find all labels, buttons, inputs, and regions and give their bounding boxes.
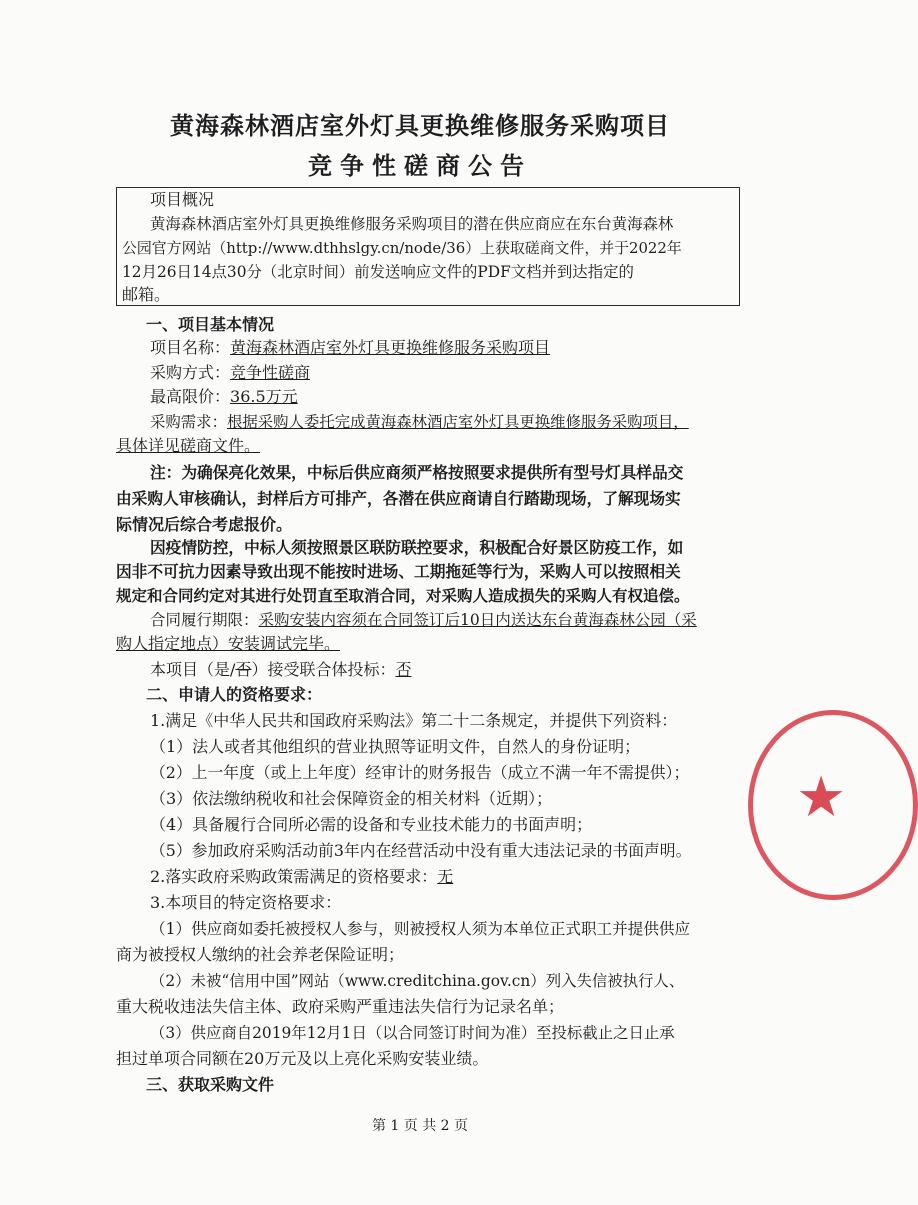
epidemic-line-2: 因非不可抗力因素导致出现不能按时进场、工期拖延等行为，采购人可以按照相关 [116,562,681,581]
section-1-heading: 一、项目基本情况 [146,315,275,334]
overview-heading: 项目概况 [150,190,215,209]
demand-row [150,411,689,433]
contract-period-value-2: 购人指定地点）安装调试完毕。 [116,634,341,653]
overview-line-4: 邮箱。 [122,285,171,304]
joint-bid-suffix: ）接受联合体投标： [251,660,396,679]
special-requirement-1b: 商为被授权人缴纳的社会养老保险证明； [116,945,405,964]
requirement-2-label: 2.落实政府采购政策需满足的资格要求： [150,867,438,886]
special-requirement-1a: （1）供应商如委托被授权人参与，则被授权人须为本单位正式职工并提供供应 [150,920,691,938]
epidemic-line-3: 规定和合同约定对其进行处罚直至取消合同，对采购人造成损失的采购人有权追偿。 [116,586,690,605]
price-limit-value: 36.5万元 [230,387,298,406]
requirement-1-item: （2）上一年度（或上上年度）经审计的财务报告（成立不满一年不需提供）； [150,763,690,782]
requirement-2-value: 无 [437,867,454,886]
requirement-1-item: （1）法人或者其他组织的营业执照等证明文件，自然人的身份证明； [150,737,641,756]
document-title: 黄海森林酒店室外灯具更换维修服务采购项目 [170,111,670,140]
requirement-3: 3.本项目的特定资格要求： [150,893,342,912]
epidemic-line-1: 因疫情防控，中标人须按照景区联防联控要求，积极配合好景区防疫工作，如 [150,538,684,557]
note-line-1: 注：为确保亮化效果，中标后供应商须严格按照要求提供所有型号灯具样品交 [150,463,684,482]
special-requirement-2a: （2）未被“信用中国”网站（www.creditchina.gov.cn）列入失信被执行人、 [150,972,685,990]
demand-value-1: 根据采购人委托完成黄海森林酒店室外灯具更换维修服务采购项目， [226,413,689,431]
joint-bid-answer: 否 [395,660,412,679]
joint-bid-prefix: 本项目（ [150,660,215,679]
seal-star-icon: ★ [796,765,847,830]
overview-line-1: 黄海森林酒店室外灯具更换维修服务采购项目的潜在供应商应在东台黄海森林 [150,215,674,233]
section-3-heading: 三、获取采购文件 [146,1075,275,1094]
requirement-1: 1.满足《中华人民共和国政府采购法》第二十二条规定，并提供下列资料： [150,711,678,730]
contract-period-row [150,609,697,631]
joint-bid-yes: 是 [214,660,231,679]
page-number: 第 1 页 共 2 页 [371,1118,469,1134]
note-line-3: 际情况后综合考虑报价。 [116,515,293,534]
joint-bid-no: 否 [235,660,252,679]
special-requirement-2b: 重大税收违法失信主体、政府采购严重违法失信行为记录名单； [116,997,565,1016]
purchase-method-label: 采购方式： [150,363,231,382]
contract-period-label: 合同履行期限： [150,611,259,629]
document-subtitle: 竞争性磋商公告 [308,151,532,180]
special-requirement-3a: （3）供应商自2019年12月1日（以合同签订时间为准）至投标截止之日止承 [150,1024,675,1042]
purchase-method-value: 竞争性磋商 [230,363,311,382]
contract-period-value-1: 采购安装内容须在合同签订后10日内送达东台黄海森林公园（采 [258,611,697,629]
requirement-1-item: （3）依法缴纳税收和社会保障资金的相关材料（近期）； [150,789,553,808]
project-name-label: 项目名称： [150,338,231,357]
overview-line-3: 12月26日14点30分（北京时间）前发送响应文件的PDF文档并到达指定的 [122,263,634,281]
note-line-2: 由采购人审核确认，封样后方可排产，各潜在供应商请自行踏勘现场，了解现场实 [116,489,681,508]
requirement-1-item: （4）具备履行合同所必需的设备和专业技术能力的书面声明； [150,815,593,834]
joint-bid-separator: / [230,660,236,679]
special-requirement-3b: 担过单项合同额在20万元及以上亮化采购安装业绩。 [116,1049,489,1068]
overview-line-2: 公园官方网站（http://www.dthhslgy.cn/node/36）上获取磋商文件，并于2022年 [122,239,682,257]
purchase-method-row [150,362,310,384]
price-limit-label: 最高限价： [150,387,231,406]
demand-label: 采购需求： [150,413,227,431]
requirement-2-row [150,866,453,888]
section-2-heading: 二、申请人的资格要求： [146,685,323,704]
project-name-value: 黄海森林酒店室外灯具更换维修服务采购项目 [230,338,551,357]
demand-value-2: 具体详见磋商文件。 [116,436,261,455]
price-limit-row [150,386,298,408]
requirement-1-item: （5）参加政府采购活动前3年内在经营活动中没有重大违法记录的书面声明。 [150,841,692,860]
joint-bid-row [150,659,411,681]
project-name-row [150,337,550,359]
